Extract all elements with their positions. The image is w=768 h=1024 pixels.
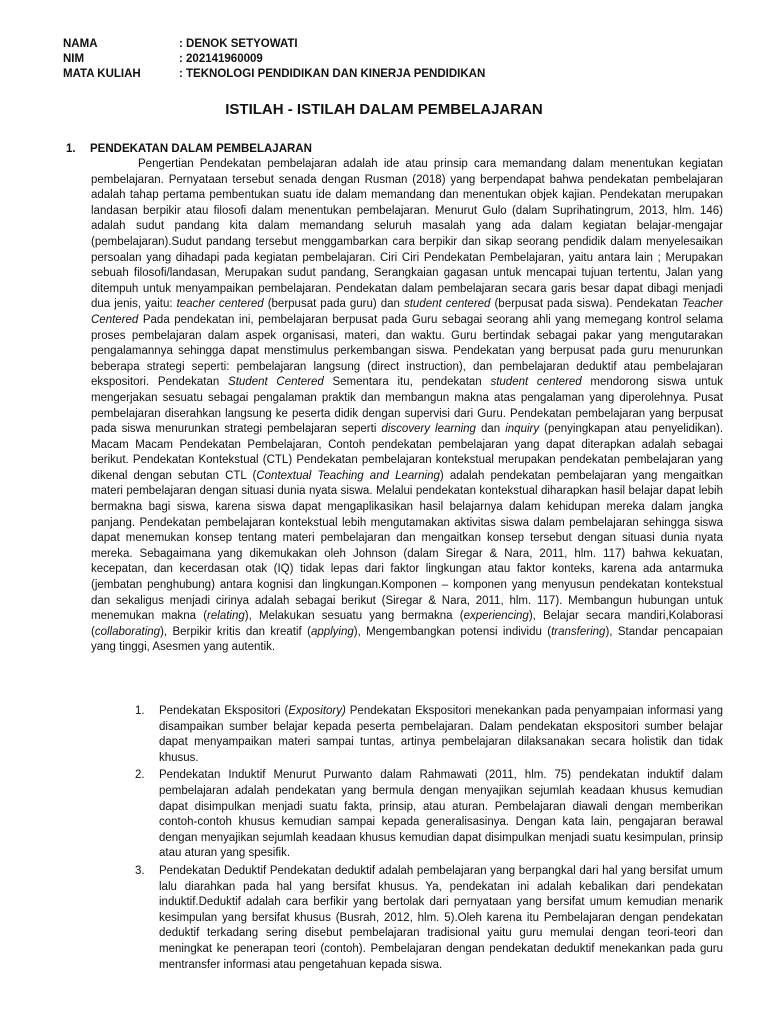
italic-term: Expository): [288, 705, 346, 717]
italic-term: teacher centered: [176, 298, 264, 311]
text-run: ), Melakukan sesuatu yang bermakna (: [244, 610, 464, 623]
italic-term: discovery learning: [381, 423, 476, 436]
item-text: Pendekatan Deduktif Pendekatan deduktif adalah pembelajaran yang berpangkal dari hal yang bersifat umum lalu diarahkan pada hal yang bersifat khusus. Ya, pendekatan ini adalah kebalikan dari pendekatan induktif.Deduktif adalah cara berfikir yang bertolak dari pernyataan yang bersifat umum kemudian menarik kesimpulan yang bersifat khusus (Busrah, 2012, hlm. 5).Oleh karena itu Pembelajaran dengan pendekatan deduktif terkadang sering disebut pembelajaran tradisional yaitu guru memulai dengan teori-teori dan meningkat ke penerapan teori (contoh). Pembelajaran dengan pendekatan deduktif menekankan pada guru mentransfer informasi atau pengetahuan kepada siswa.: [159, 864, 723, 971]
approach-list: [135, 704, 723, 975]
list-item: [135, 768, 723, 862]
list-item: [135, 704, 723, 766]
item-text: Pendekatan Ekspositori menekankan pada penyampaian informasi yang disampaikan sumber belajar kepada peserta pembelajaran. Dalam pendekatan ekspositori sumber belajar dapat menyampaikan materi sampai tuntas, artinya pembelajaran dilaksanakan secara holistik dan tidak khusus.: [159, 705, 723, 764]
item-number: 3.: [135, 864, 145, 877]
nama-row: [63, 37, 485, 52]
paragraph-text: [91, 157, 723, 656]
nama-label: NAMA: [63, 38, 98, 50]
italic-term: experiencing: [463, 610, 529, 623]
mata-kuliah-label: MATA KULIAH: [63, 68, 141, 80]
item-number: 1.: [135, 705, 145, 717]
italic-term: Teacher Centered: [91, 298, 723, 326]
document-title: ISTILAH - ISTILAH DALAM PEMBELAJARAN: [225, 101, 543, 118]
item-text: Pendekatan Induktif Menurut Purwanto dalam Rahmawati (2011, hlm. 75) pendekatan induktif dalam pembelajaran adalah pendekatan yang bermula dengan menyajikan sejumlah keadaan khusus kemudian dapat disimpulkan menjadi suatu fakta, prinsip, atau aturan. Pembelajaran diawali dengan memberikan contoh-contoh khusus kemudian sampai kepada generalisasinya. Dengan kata lain, pengajaran berawal dengan menyajikan sejumlah keadaan khusus kemudian dapat disimpulkan menjadi suatu kesimpulan, prinsip atau aturan yang spesifik.: [159, 769, 723, 860]
text-run: Pengertian Pendekatan pembelajaran adalah ide atau prinsip cara memandang dalam menentukan kegiatan pembelajaran. Pernyataan tersebut senada dengan Rusman (2018) yang berpendapat bahwa pendekatan pembelajaran adalah tahap pertama pembentukan suatu ide dalam memandang dan menentukan objek kajian. Pendekatan merupakan landasan berpikir atau filosofi dalam menentukan pembelajaran. Menurut Gulo (dalam Suprihatingrum, 2013, hlm. 146) adalah sudut pandang kita dalam memandang seluruh masalah yang ada dalam kegiatan belajar-mengajar (pembelajaran).Sudut pandang tersebut menggambarkan cara berpikir dan sikap seorang pendidik dalam menyelesaikan persoalan yang dihadapi pada kegiatan pembelajaran. Ciri Ciri Pendekatan Pembelajaran, yaitu antara lain ; Merupakan sebuah filosofi/landasan, Merupakan sudut pandang, Serangkaian gagasan untuk mencapai tujuan tertentu, Jalan yang ditempuh untuk menyampaikan pembelajaran. Pendekatan dalam pembelajaran secara garis besar dapat dibagi menjadi dua jenis, yaitu:: [91, 158, 723, 311]
section-number: 1.: [66, 143, 76, 155]
italic-term: Student Centered: [228, 376, 324, 389]
italic-term: applying: [310, 625, 354, 638]
text-run: (berpusat pada siswa). Pendekatan: [490, 298, 682, 311]
text-run: ) adalah pendekatan pembelajaran yang mengaitkan materi pembelajaran dengan situasi dunia nyata siswa. Melalui pendekatan kontekstual diharapkan hasil belajar dapat lebih bermakna bagi siswa, karena siswa dapat mengaplikasikan hasil belajarnya dalam kehidupan mereka dalam jangka panjang. Pendekatan pembelajaran kontekstual lebih mengutamakan aktivitas siswa dalam pembelajaran sehingga siswa dapat menemukan konsep tentang materi pembelajaran dan mengaitkan konsep tersebut dengan situasi dunia nyata mereka. Sebagaimana yang dikemukakan oleh Johnson (dalam Siregar & Nara, 2011, hlm. 117) bahwa kekuatan, kecepatan, dan kecerdasan otak (IQ) tidak lepas dari faktor lingkungan atau faktor konteks, karena ada antarmuka (jembatan penghubung) antara kognisi dan lingkungan.Komponen – komponen yang menyusun pendekatan kontekstual dan sekaligus menjadi cirinya adalah sebagai berikut (Siregar & Nara, 2011, hlm. 117). Membangun hubungan untuk menemukan makna (: [91, 469, 724, 623]
text-run: Pada pendekatan ini, pembelajaran berpusat pada Guru sebagai seorang ahli yang memegang kontrol selama proses pembelajaran dalam aspek organisasi, materi, dan waktu. Guru bertindak sebagai pakar yang mengutarakan pengalamannya sehingga dapat menstimulus perkembangan siswa. Pendekatan yang berpusat pada guru menurunkan beberapa strategi seperti: pembelajaran langsung (direct instruction), dan pembelajaran deduktif atau pembelajaran ekspositori. Pendekatan: [91, 313, 723, 389]
text-run: ), Mengembangkan potensi individu (: [353, 625, 552, 638]
text-run: mendorong siswa untuk mengerjakan sesuatu sebagai pengalaman praktik dan membangun makna atas pengalaman yang diperolehnya. Pusat pembelajaran diserahkan langsung ke peserta didik dengan supervisi dari Guru. Pendekatan pembelajaran yang berpusat pada siswa menurunkan strategi pembelajaran seperti: [91, 376, 723, 436]
text-run: ), Belajar secara mandiri,Kolaborasi (: [91, 610, 723, 638]
student-info: [63, 37, 485, 82]
list-item: [135, 864, 723, 973]
text-run: (berpusat pada guru) dan: [263, 298, 404, 311]
italic-term: Contextual Teaching and Learning: [256, 469, 440, 482]
text-run: ), Standar pencapaian yang tinggi, Asesmen yang autentik.: [91, 625, 723, 654]
italic-term: student centered: [403, 298, 491, 311]
mata-kuliah-row: [63, 67, 485, 82]
text-run: Sementara itu, pendekatan: [323, 376, 491, 389]
mata-kuliah-value: : TEKNOLOGI PENDIDIKAN DAN KINERJA PENDIDIKAN: [179, 68, 486, 80]
text-run: (penyingkapan atau penyelidikan). Macam Macam Pendekatan Pembelajaran, Contoh pendekatan pembelajaran yang dapat diterapkan adalah sebagai berikut. Pendekatan Kontekstual (CTL) Pendekatan pembelajaran kontekstual merupakan pendekatan pembelajaran yang dikenal dengan sebutan CTL (: [91, 423, 724, 482]
text-run: ), Berpikir kritis dan kreatif (: [160, 625, 311, 638]
nim-row: [63, 52, 485, 67]
nama-value: : DENOK SETYOWATI: [179, 38, 298, 50]
italic-term: collaborating: [94, 625, 161, 638]
italic-term: relating: [207, 610, 245, 623]
nim-value: : 202141960009: [179, 53, 263, 65]
section-heading: [66, 143, 312, 155]
main-paragraph: [91, 157, 723, 656]
text-run: dan: [475, 423, 506, 436]
italic-term: transfering: [551, 625, 606, 638]
nim-label: NIM: [63, 53, 85, 65]
item-text: Pendekatan Ekspositori (: [159, 705, 289, 717]
italic-term: inquiry: [505, 423, 540, 436]
italic-term: student centered: [490, 376, 582, 389]
section-title: PENDEKATAN DALAM PEMBELAJARAN: [90, 143, 312, 155]
item-number: 2.: [135, 769, 145, 782]
